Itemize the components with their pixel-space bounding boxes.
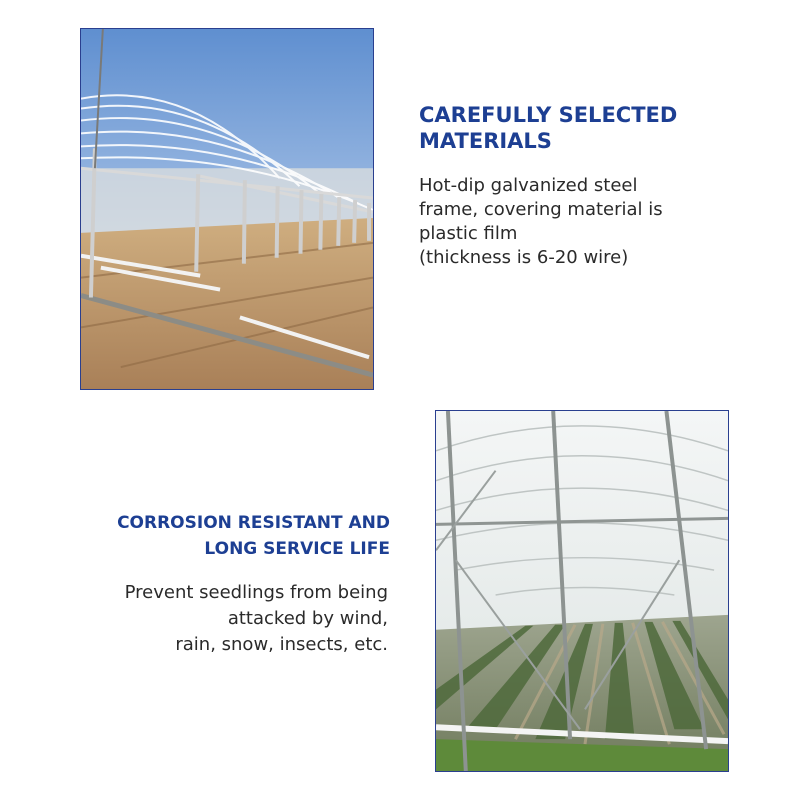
section1-description-line: (thickness is 6-20 wire) [419,247,629,268]
greenhouse-frame-photo [80,28,374,390]
section1-description-line: plastic film [419,223,518,244]
section2-heading-line: CORROSION RESISTANT AND [117,513,390,533]
section1-heading-line: CAREFULLY SELECTED [419,103,678,127]
section1-description-line: frame, covering material is [419,199,663,220]
section2-description [40,580,388,658]
section2-description-line: Prevent seedlings from being [124,582,388,603]
greenhouse-interior-photo [435,410,729,772]
section1-heading [419,102,739,154]
section2-description-line: rain, snow, insects, etc. [175,634,388,655]
section2-heading-line: LONG SERVICE LIFE [204,539,390,559]
section1-heading-line: MATERIALS [419,129,552,153]
section1-description-line: Hot-dip galvanized steel [419,175,638,196]
section1-description [419,174,749,270]
section2-description-line: attacked by wind, [227,608,388,629]
section2-heading [60,510,390,562]
